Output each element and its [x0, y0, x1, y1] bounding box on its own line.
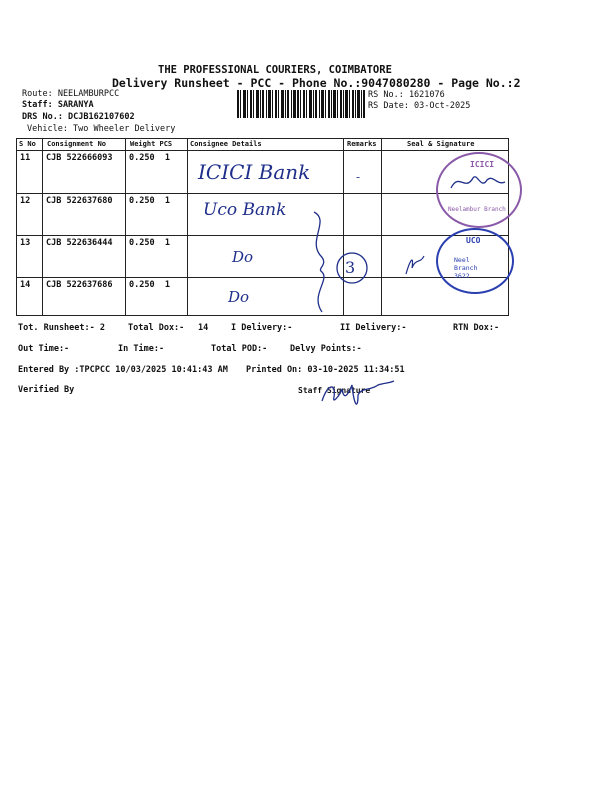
header-seal: Seal & Signature [407, 140, 475, 148]
row-pcs: 1 [164, 238, 170, 248]
header-remarks: Remarks [347, 140, 377, 148]
in-time: In Time:- [118, 344, 165, 354]
table-row [17, 236, 509, 278]
consignee-handwriting: Uco Bank [203, 200, 287, 220]
staff: Staff: SARANYA [22, 100, 94, 110]
icici-seal-name: ICICI [470, 160, 495, 169]
out-time: Out Time:- [18, 344, 70, 354]
route: Route: NEELAMBURPCC [22, 89, 120, 99]
staff-signature-label: Staff Signature [298, 386, 371, 395]
remark-mark: - [356, 170, 361, 184]
row-consignment: CJB 522637680 [46, 196, 113, 206]
consignee-handwriting: Do [232, 248, 254, 266]
row-sno: 14 [20, 280, 31, 290]
row-sno: 13 [20, 238, 31, 248]
barcode [237, 90, 365, 118]
header-weight-pcs: Weight PCS [130, 140, 173, 148]
row-weight: 0.250 [129, 238, 155, 248]
rs-number: RS No.: 1621076 [368, 90, 445, 100]
vehicle: Vehicle: Two Wheeler Delivery [27, 124, 176, 134]
row-consignment: CJB 522637686 [46, 280, 113, 290]
header-consignment: Consignment No [47, 140, 107, 148]
company-name: THE PROFESSIONAL COURIERS, COIMBATORE [158, 64, 392, 76]
bracket-annotation [300, 210, 380, 315]
row-pcs: 1 [164, 153, 170, 163]
i-delivery: I Delivery:- [231, 323, 293, 333]
row-pcs: 1 [164, 280, 170, 290]
row-sno: 12 [20, 196, 31, 206]
delvy-points: Delvy Points:- [290, 344, 362, 354]
consignee-handwriting: ICICI Bank [198, 160, 311, 184]
header-sno: S No [19, 140, 36, 148]
printed-on: Printed On: 03-10-2025 11:34:51 [246, 365, 405, 375]
uco-seal-name: UCO [466, 236, 481, 245]
row-consignment: CJB 522666093 [46, 153, 113, 163]
staff-signature [318, 375, 396, 417]
total-pod: Total POD:- [211, 344, 268, 354]
row-weight: 0.250 [129, 196, 155, 206]
ii-delivery: II Delivery:- [340, 323, 407, 333]
rs-date: RS Date: 03-Oct-2025 [368, 101, 471, 111]
runsheet-title: Delivery Runsheet - PCC - Phone No.:9047080280 - Page No.:2 [112, 76, 521, 90]
seal-signature [447, 168, 507, 198]
header-consignee: Consignee Details [190, 140, 262, 148]
row-pcs: 1 [164, 196, 170, 206]
row-sno: 11 [20, 153, 31, 163]
row-weight: 0.250 [129, 280, 155, 290]
entered-by: Entered By :TPCPCC 10/03/2025 10:41:43 AM [18, 365, 228, 375]
rtn-dox: RTN Dox:- [453, 323, 500, 333]
verified-by: Verified By [18, 385, 75, 395]
bracket-count: 3 [345, 258, 356, 277]
tot-runsheet: Tot. Runsheet:- 2 [18, 323, 105, 333]
drs-number: DRS No.: DCJB162107602 [22, 112, 135, 122]
consignee-handwriting: Do [228, 288, 250, 306]
row-weight: 0.250 [129, 153, 155, 163]
total-dox-label: Total Dox:- [128, 323, 185, 333]
row-consignment: CJB 522636444 [46, 238, 113, 248]
row13-signature [400, 250, 430, 280]
uco-seal [436, 228, 514, 294]
icici-seal-branch: Neelambur Branch [448, 206, 506, 213]
uco-seal-branch: Neel Branch 3622 [454, 256, 478, 280]
total-dox-value: 14 [198, 323, 209, 333]
table-row [17, 278, 509, 316]
